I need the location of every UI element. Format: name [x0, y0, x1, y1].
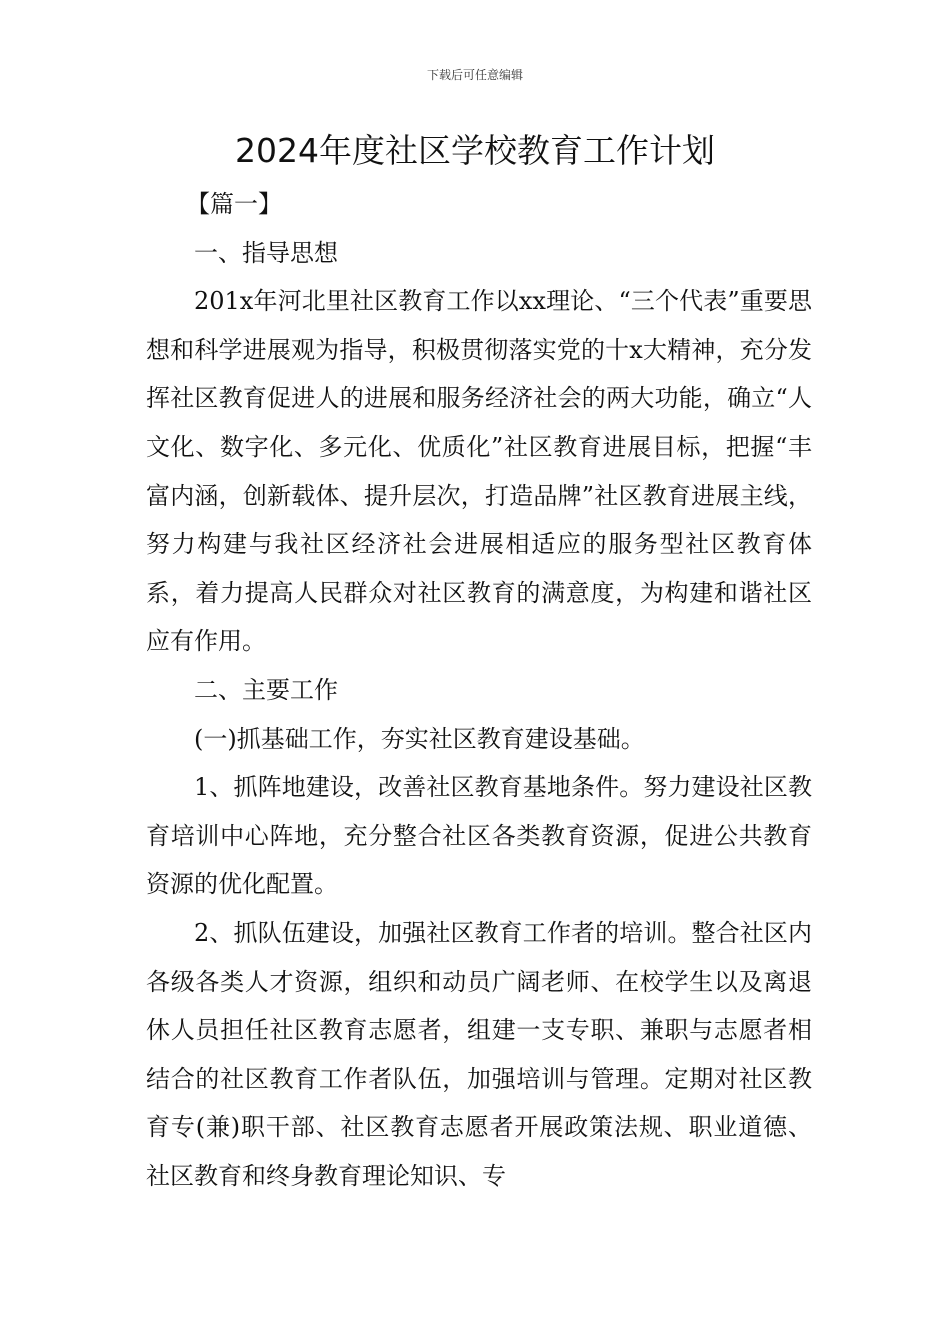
paragraph-item-2: 2、抓队伍建设，加强社区教育工作者的培训。整合社区内各级各类人才资源，组织和动员广阔老师、在校学生以及离退休人员担任社区教育志愿者，组建一支专职、兼职与志愿者相结合的社区教育工作者队伍，加强培训与管理。定期对社区教育专(兼)职干部、社区教育志愿者开展政策法规、职业道德、社区教育和终身教育理论知识、专	[146, 918, 812, 1190]
heading-main-work: 二、主要工作	[194, 675, 338, 704]
document-body	[146, 180, 812, 1200]
header-note: 下载后可任意编辑	[426, 68, 523, 82]
heading-guiding-ideology: 一、指导思想	[194, 238, 338, 267]
paragraph-guiding-ideology: 201x年河北里社区教育工作以xx理论、“三个代表”重要思想和科学进展观为指导，积极贯彻落实党的十x大精神，充分发挥社区教育促进人的进展和服务经济社会的两大功能，确立“人文化、数字化、多元化、优质化”社区教育进展目标，把握“丰富内涵，创新载体、提升层次，打造品牌”社区教育进展主线，努力构建与我社区经济社会进展相适应的服务型社区教育体系，着力提高人民群众对社区教育的满意度，为构建和谐社区应有作用。	[146, 287, 812, 656]
paragraph-item-1: 1、抓阵地建设，改善社区教育基地条件。努力建设社区教育培训中心阵地，充分整合社区各类教育资源，促进公共教育资源的优化配置。	[146, 773, 812, 899]
subheading-basic-work: (一)抓基础工作，夯实社区教育建设基础。	[194, 724, 645, 753]
page-title: 2024年度社区学校教育工作计划	[235, 131, 715, 170]
section-marker: 【篇一】	[186, 190, 282, 218]
